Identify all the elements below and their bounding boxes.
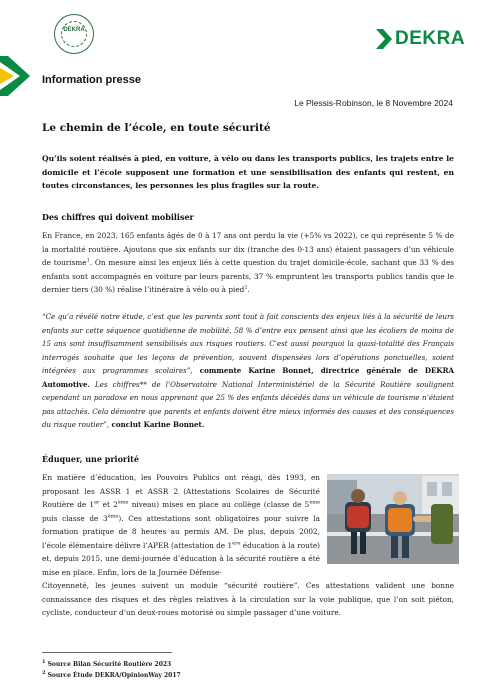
- quote-conclusion: conclut Karine Bonnet.: [109, 420, 205, 429]
- figures-text-c: .: [247, 285, 250, 294]
- figures-text-a: En France, en 2023, 165 enfants âgés de 0 à 17 ans ont perdu la vie (+5% vs 2022), ce qui représente 5 % de la mortalité routière. Ajoutons que six enfants sur dix (tranche des 0-13 ans) étaient passagers d’un véhicule de tourisme: [42, 231, 454, 267]
- footnote-1-num: 1: [42, 659, 46, 665]
- education-text-c: niveau) mises en place au collège (classe de 5: [128, 500, 310, 509]
- children-with-backpacks-photo: [327, 474, 459, 564]
- decorative-chevron-icon: [0, 54, 30, 98]
- sup-5: ème: [309, 499, 320, 506]
- figures-paragraph: [42, 229, 454, 297]
- section-heading-figures: Des chiffres qui doivent mobiliser: [42, 212, 194, 222]
- sup-nd: ème: [117, 499, 129, 506]
- footnote-1-text: Source Bilan Sécurité Routière 2023: [45, 661, 172, 668]
- photo-illustration: [327, 474, 459, 564]
- seal-text: DEKRA: [63, 27, 85, 33]
- education-text-d: puis classe de 3: [42, 513, 108, 523]
- footnote-divider: [42, 652, 172, 653]
- sup-3: ème: [107, 513, 119, 520]
- seal-ring: [61, 21, 87, 47]
- quote-attribution: commente Karine Bonnet, directrice générale de DEKRA Automotive.: [42, 366, 455, 389]
- sup-1: ère: [232, 540, 241, 547]
- footnote-ref-1: 1: [86, 257, 90, 264]
- footnote-ref-2: 2: [244, 284, 248, 291]
- dateline: Le Plessis-Robinson, le 8 Novembre 2024: [294, 98, 453, 108]
- footnote-1: [42, 661, 171, 668]
- footnote-2: [42, 672, 181, 679]
- education-paragraph-continued: Citoyenneté, les jeunes suivent un module “sécurité routière”. Ces attestations valident une bonne connaissance des risques et des règles relatives à la circulation sur la voie publique, que l’on soit piéton, cycliste, conducteur d’un deux-roues motorisé ou simple passager d’une voiture.: [42, 581, 454, 617]
- lead-paragraph: Qu’ils soient réalisés à pied, en voiture, à vélo ou dans les transports publics, les trajets entre le domicile et l’école supposent une formation et une sensibilisation des enfants qui restent, en toutes circonstances, les personnes les plus fragiles sur la route.: [42, 154, 454, 190]
- footnote-2-text: Source Étude DEKRA/OpinionWay 2017: [45, 672, 181, 679]
- quote-text-a: “Ce qu’a révélé notre étude, c’est que les parents sont tout à fait conscients des enjeux liés à la sécurité de leurs enfants sur cette séquence quotidienne de mobilité. 58 % d’entre eux pensent ainsi que les écoliers de moins de 15 ans sont insuffisamment sensibilisés aux risques routiers. C’est aussi pourquoi la quasi-totalité des Français interrogés souhaite que les leçons de prévention, souvent dispensées lors d’opérations ponctuelles, soient intégrées aux programmes scolaires”,: [42, 312, 454, 375]
- education-text-f: éducation à la route) et, depuis 2015, une demi-journée d’éducation à la sécurité routière a été mise en place. Enfin, lors de la Journée Défense-: [42, 540, 320, 577]
- dekra-chevron-icon: [376, 29, 392, 49]
- quote-paragraph: [42, 310, 454, 432]
- quote-text-b: Les chiffres** de l’Observatoire National Interministériel de la Sécurité Routière soulignent cependant un paradoxe en nous apprenant que 25 % des enfants décédés dans un véhicule de tourisme n’étaient pas attachés. Cela démontre que parents et enfants doivent être mieux informés des causes et des conséquences du risque routier”,: [42, 379, 454, 429]
- dekra-logo: [376, 28, 465, 50]
- education-text-b: et 2: [99, 500, 118, 509]
- logo-text: DEKRA: [395, 28, 466, 49]
- education-text-a: En matière d’éducation, les Pouvoirs Publics ont réagi, dès 1993, en proposant les ASSR 1 et ASSR 2 (Attestations Scolaires de Sécurité Routière de 1: [42, 473, 320, 509]
- footnote-2-num: 2: [42, 670, 46, 676]
- sup-er: er: [94, 499, 100, 506]
- certification-seal: [54, 14, 94, 54]
- section-heading-education: Éduquer, une priorité: [42, 454, 139, 464]
- education-paragraph: [42, 471, 320, 579]
- press-label: Information presse: [42, 74, 142, 86]
- figures-text-b: . On mesure ainsi les enjeux liés à cette question du trajet domicile-école, sachant que 33 % des enfants sont accompagnés en voiture par leurs parents, 37 % empruntent les transports publics tandis que le dernier tiers (30 %) réalise l’itinéraire à vélo ou à pied: [42, 258, 455, 294]
- education-text-e: ). Ces attestations sont obligatoires pour suivre la formation pratique de 8 heures au permis AM. De plus, depuis 2002, l’école élémentaire délivre l’APER (attestation de 1: [42, 513, 320, 550]
- page-title: Le chemin de l’école, en toute sécurité: [42, 122, 271, 134]
